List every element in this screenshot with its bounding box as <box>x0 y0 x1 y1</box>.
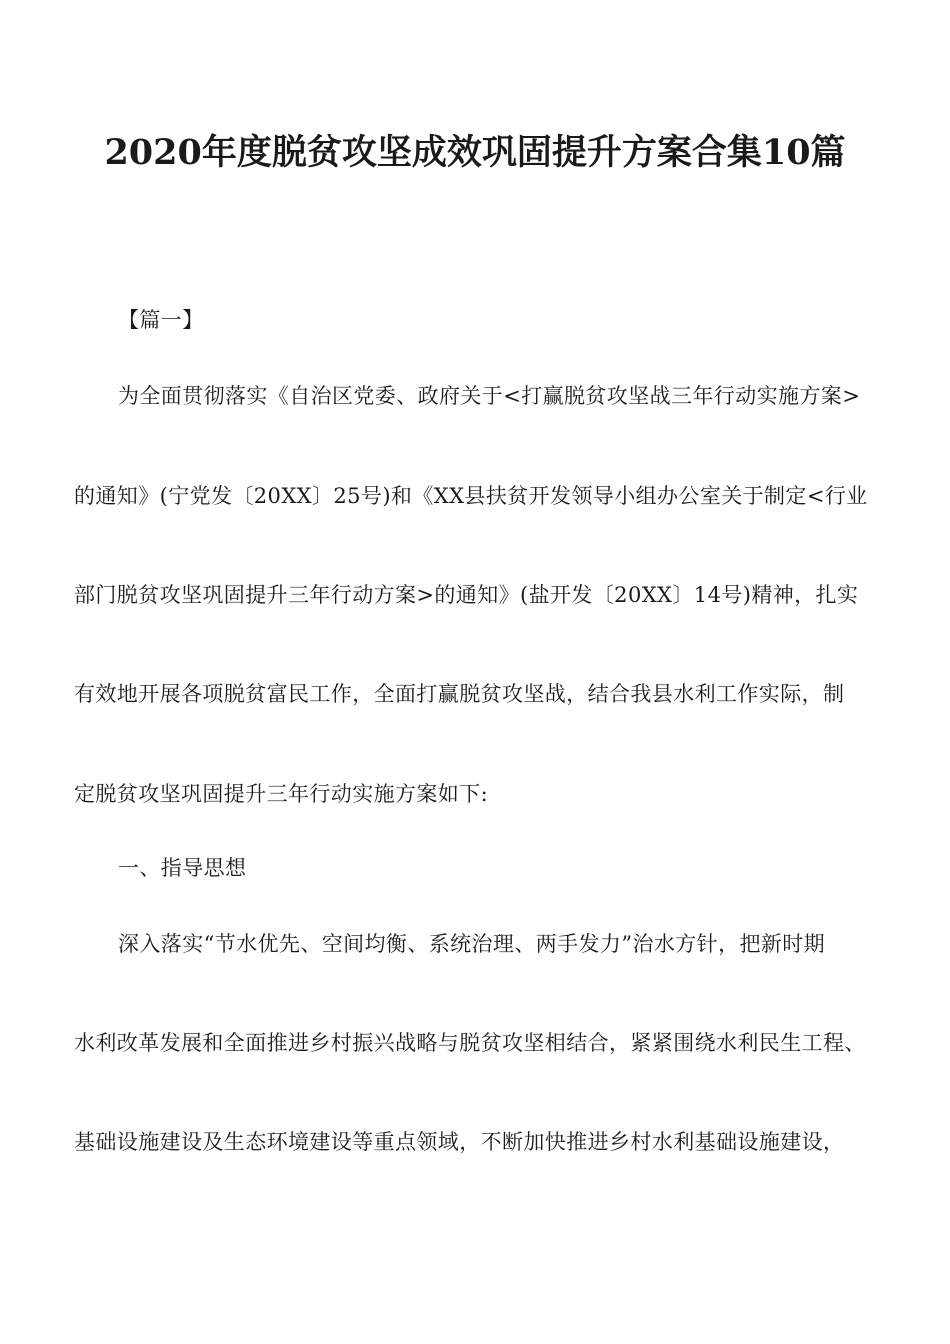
paragraph-line: 有效地开展各项脱贫富民工作，全面打赢脱贫攻坚战，结合我县水利工作实际，制 <box>74 682 845 706</box>
paragraph-line: 部门脱贫攻坚巩固提升三年行动方案>的通知》(盐开发〔20XX〕14号)精神，扎实 <box>74 583 859 607</box>
document-title: 2020年度脱贫攻坚成效巩固提升方案合集10篇 <box>104 132 846 173</box>
paragraph-line: 基础设施建设及生态环境建设等重点领域，不断加快推进乡村水利基础设施建设， <box>74 1130 845 1154</box>
section-heading: 一、指导思想 <box>118 856 247 880</box>
section-label: 【篇一】 <box>118 308 204 332</box>
paragraph-line: 水利改革发展和全面推进乡村振兴战略与脱贫攻坚相结合，紧紧围绕水利民生工程、 <box>74 1031 866 1055</box>
paragraph-line: 的通知》(宁党发〔20XX〕25号)和《XX县扶贫开发领导小组办公室关于制定<行业 <box>74 484 868 508</box>
paragraph-line: 深入落实“节水优先、空间均衡、系统治理、两手发力”治水方针，把新时期 <box>118 932 826 956</box>
paragraph-line: 定脱贫攻坚巩固提升三年行动实施方案如下: <box>74 782 489 806</box>
paragraph-line: 为全面贯彻落实《自治区党委、政府关于<打赢脱贫攻坚战三年行动实施方案> <box>118 384 861 408</box>
